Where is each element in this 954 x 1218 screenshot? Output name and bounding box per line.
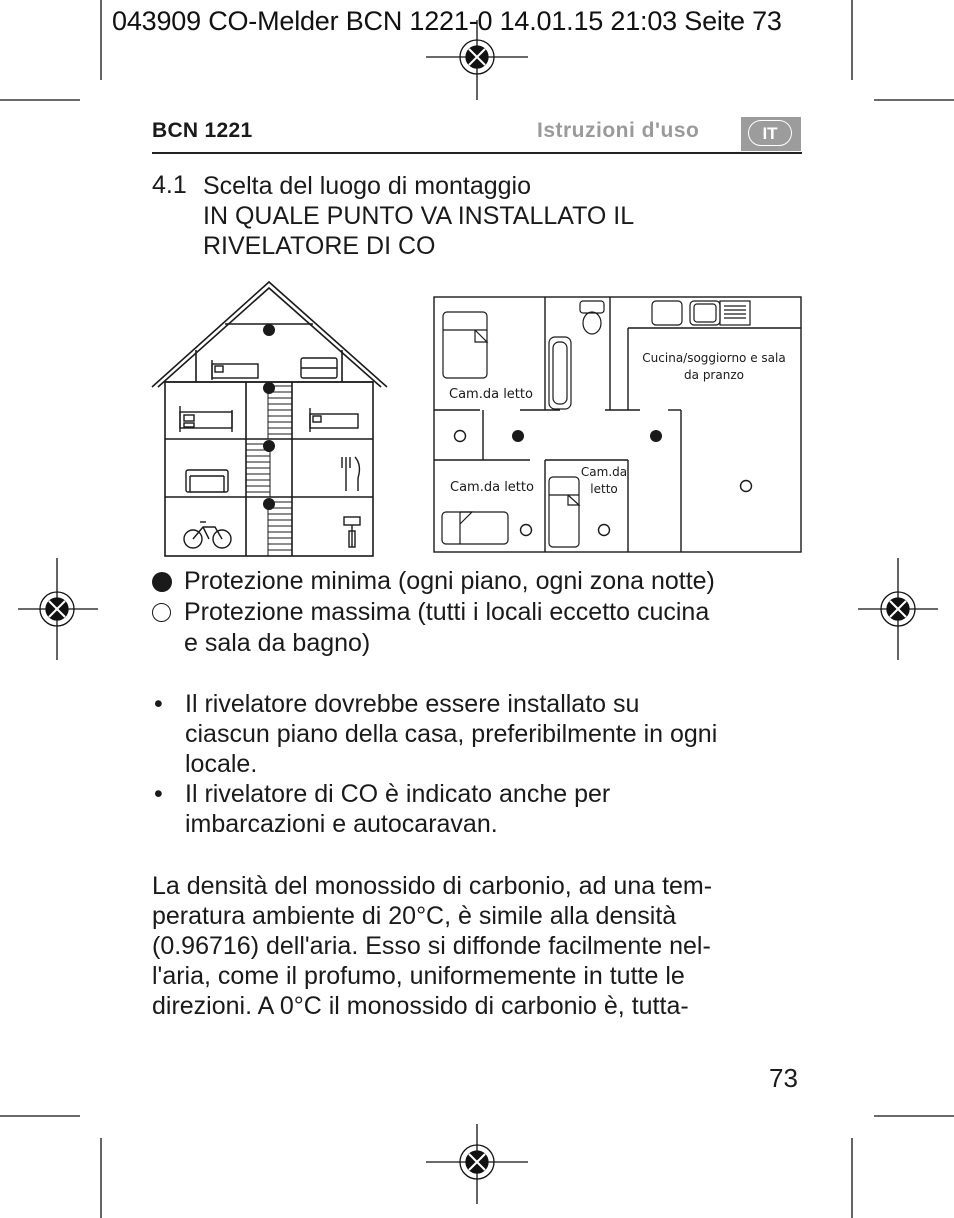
list-item-line: Il rivelatore dovrebbe essere installato su	[185, 690, 640, 718]
paragraph-line: direzioni. A 0°C il monossido di carbonio è, tutta-	[152, 992, 689, 1020]
detector-dot	[263, 382, 275, 394]
paragraph-line: La densità del monossido di carbonio, ad una tem-	[152, 872, 713, 900]
paragraph-line: l'aria, come il profumo, uniformemente in tutte le	[152, 962, 685, 990]
section-number: 4.1	[152, 171, 187, 199]
stove-icon	[652, 301, 750, 325]
list-item-line: ciascun piano della casa, preferibilmente in ogni	[185, 720, 718, 748]
room-label: Cam.da letto	[449, 387, 533, 402]
open-circle-icon	[152, 603, 171, 622]
bed-icon	[442, 512, 508, 544]
header-rule	[152, 152, 802, 154]
section-title-line: RIVELATORE DI CO	[203, 232, 436, 260]
detector-ring	[521, 525, 532, 536]
detector-dot	[263, 498, 275, 510]
language-badge	[741, 117, 801, 151]
detector-ring	[741, 481, 752, 492]
wrench-icon	[344, 517, 360, 547]
print-slug-line: 043909 CO-Melder BCN 1221-0 14.01.15 21:03 Seite 73	[112, 6, 782, 36]
legend-maximum-text: e sala da bagno)	[184, 629, 371, 657]
sofa-icon	[186, 470, 228, 492]
room-label: Cucina/soggiorno e sala	[642, 351, 786, 365]
bed-icon	[212, 360, 258, 380]
registration-mark-left	[18, 558, 98, 660]
legend-minimum	[152, 566, 715, 597]
paragraph-line: peratura ambiente di 20°C, è simile alla densità	[152, 902, 677, 930]
bicycle-icon	[184, 522, 231, 548]
paragraph-line: (0.96716) dell'aria. Esso si diffonde facilmente nel-	[152, 932, 711, 960]
bed-icon	[443, 312, 487, 378]
bed-icon	[310, 408, 358, 432]
bullet-glyph: •	[154, 690, 163, 718]
detector-ring	[599, 525, 610, 536]
list-item	[152, 689, 812, 779]
detector-dot	[263, 440, 275, 452]
header-doc-title: Istruzioni d'uso	[537, 119, 700, 142]
list-item-line: Il rivelatore di CO è indicato anche per	[185, 780, 611, 808]
bullet-list	[152, 689, 812, 839]
legend-minimum-text: Protezione minima (ogni piano, ogni zona notte)	[184, 567, 715, 595]
house-illustration	[150, 280, 390, 560]
legend-maximum	[152, 597, 715, 659]
toilet-icon	[580, 301, 604, 334]
registration-mark-right	[858, 558, 938, 660]
double-bed-icon	[180, 406, 232, 432]
legend	[152, 566, 715, 659]
body-paragraph	[152, 871, 812, 1021]
sofa-icon	[301, 358, 337, 378]
stair-steps	[246, 386, 292, 556]
language-badge-label: IT	[748, 120, 792, 146]
room-label: da pranzo	[684, 368, 744, 382]
room-label: Cam.da	[580, 465, 628, 479]
list-item	[152, 779, 812, 839]
legend-maximum-text: Protezione massima (tutti i locali eccetto cucina	[184, 598, 710, 626]
section-title	[203, 171, 634, 261]
cutlery-icon	[342, 457, 359, 491]
detector-dot	[512, 430, 524, 442]
list-item-line: imbarcazioni e autocaravan.	[185, 810, 498, 838]
registration-mark-bottom	[426, 1124, 528, 1204]
bed-icon	[549, 477, 579, 547]
room-label: letto	[590, 482, 618, 496]
detector-dot	[263, 324, 275, 336]
floorplan-illustration	[432, 295, 804, 555]
bullet-glyph: •	[154, 780, 163, 808]
section-title-line: Scelta del luogo di montaggio	[203, 172, 532, 200]
detector-ring	[455, 431, 466, 442]
section-title-line: IN QUALE PUNTO VA INSTALLATO IL	[203, 202, 635, 230]
room-label: Cam.da letto	[450, 480, 534, 495]
page-number: 73	[769, 1063, 798, 1093]
bathtub-icon	[549, 337, 571, 409]
header-model: BCN 1221	[152, 119, 253, 142]
detector-dot	[650, 430, 662, 442]
list-item-line: locale.	[185, 750, 258, 778]
filled-circle-icon	[152, 572, 172, 592]
